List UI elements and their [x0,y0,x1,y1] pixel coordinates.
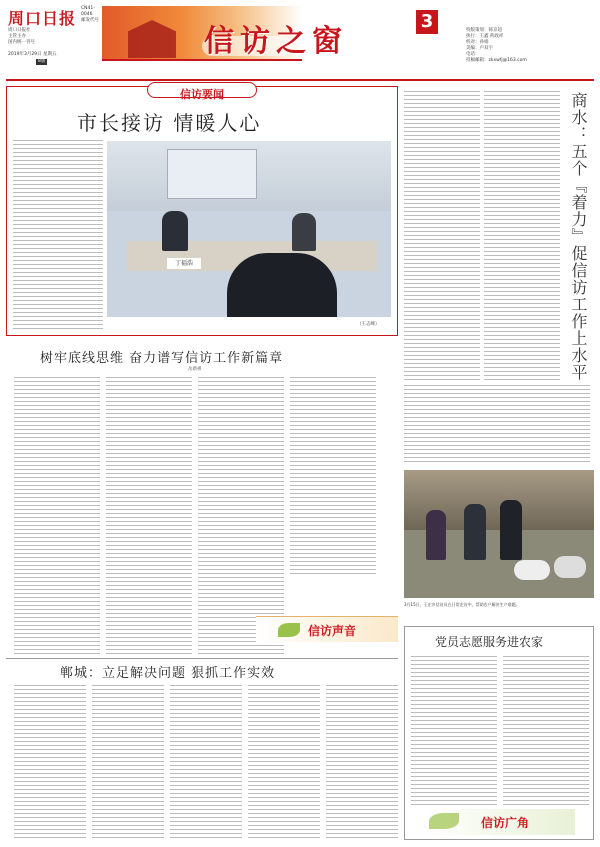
broadcast-banner [425,809,575,835]
lead-headline: 市长接访 情暖人心 [77,111,262,135]
article2-col-2 [106,376,192,654]
branch-icon [429,813,459,829]
article2-headline: 树牢底线思维 奋力谱写信访工作新篇章 [40,351,284,366]
masthead-info-right: CN41-0046 邮发代号 [81,6,99,23]
article3-col-2 [92,684,164,840]
person-3 [500,500,522,560]
article4-col-1 [411,655,497,805]
article2-col-4 [290,376,376,576]
person-1 [426,510,446,560]
article2-byline: 岳新祖 [188,367,202,372]
section-label: 信访要闻 [180,88,224,101]
gate-tower-image [122,20,182,58]
photo-board [167,149,257,199]
article3-col-4 [248,684,320,840]
masthead [6,6,594,78]
right-article-col-2 [484,90,560,380]
right-article-col-1 [404,90,480,380]
sidebar-headline: 商水：五个『着力』促信访工作上水平 [569,92,588,381]
divider [6,658,398,659]
lead-box [6,86,398,336]
lead-body-text [13,139,103,329]
editors-block: 特版策划：韩京超 执行：王鑫 药政祥 校对：孙娟 美编：卢双宇 电话： 投稿邮箱：zkxwfj@163.com [466,28,527,63]
voice-banner [256,616,398,642]
photo-caption: （王志峰） [357,322,380,327]
article4-headline: 党员志愿服务进农家 [435,635,544,649]
article3-col-3 [170,684,242,840]
page-number: 3 [416,10,438,34]
person-right [292,213,316,251]
article3-headline: 郸城：立足解决问题 狠抓工作实效 [60,666,276,681]
photo2-caption: 3月15日，王庄乡信访员在日常走访中，帮助农户解决生产难题。 [404,602,520,607]
article2-col-3 [198,376,284,654]
article4-box [404,626,594,840]
person-foreground [227,253,337,317]
goat-1 [514,560,550,580]
broadcast-banner-label: 信访广角 [481,816,530,830]
right-article-col-3 [404,384,590,464]
leaf-icon [278,623,300,637]
voice-banner-label: 信访声音 [308,624,357,638]
article2-col-1 [14,376,100,654]
person-2 [464,504,486,560]
village-photo [404,470,594,598]
edition-tag: 8版 [38,59,46,64]
section-label-tab [147,82,257,101]
goat-2 [554,556,586,578]
section-title: 信访之窗 [204,24,348,59]
masthead-date: 2019年3月29日 星期五 [8,52,57,57]
lead-photo [107,141,391,317]
masthead-rule [6,79,594,81]
article4-col-2 [503,655,589,805]
article3-col-1 [14,684,86,840]
paper-name: 周口日报 [8,9,77,28]
name-plate: 丁福浩 [167,258,201,269]
person-left [162,211,188,251]
article3-col-5 [326,684,398,840]
masthead-info: 周口日报社 主管主办 国内统一刊号 [8,28,35,45]
